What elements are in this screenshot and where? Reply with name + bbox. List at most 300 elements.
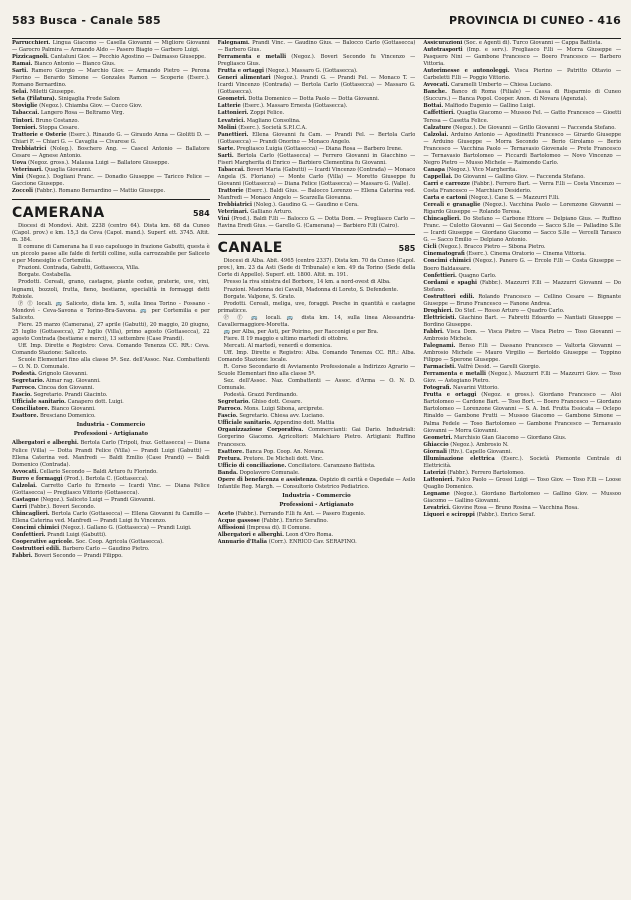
entry-category: Veterinari. xyxy=(217,209,249,216)
directory-entry xyxy=(218,399,416,406)
directory-entry xyxy=(423,512,621,519)
description-paragraph: Il comune di Camerana ha il suo capoluogo in frazione Gabutti, questa è un piccolo paese alle falde di fertili colline, sulla carrozzabile per Saliceto e per Monesiglio e Cortemilia. xyxy=(12,244,210,265)
entry-text: (Negoz.). Vacchina Paolo — Lorenzone Giovanni — Rigardo Giuseppe — Rolando Teresa. xyxy=(423,202,622,216)
entry-category: Parroco. xyxy=(217,406,243,413)
directory-entry xyxy=(12,546,210,553)
entry-text: Malfiodo Eugenio — Gallino Luigi. xyxy=(444,103,536,110)
busca-entries xyxy=(12,40,210,195)
entry-text: Benso F.lli — Dassano Francesco — Valtorta Giovanni — Ambrosio Michele — Mauro Virgilio — Bertoldo Giuseppe — Toppino Filippo — Sperone Giuseppe. xyxy=(423,343,622,364)
directory-entry xyxy=(423,103,621,110)
directory-entry xyxy=(218,518,416,525)
entry-text: Ghiso dott. Cesare. xyxy=(251,399,303,406)
entry-text: Aimar rag. Giovanni. xyxy=(46,378,101,385)
entry-category: Parrucchieri. xyxy=(12,40,51,46)
entry-category: Acque gassose xyxy=(217,518,260,524)
directory-entry xyxy=(423,315,621,329)
entry-text: (Negoz.). Cane S. — Mazzurri F.lli. xyxy=(468,195,560,202)
entry-category: Carri xyxy=(12,503,27,510)
directory-entry xyxy=(218,40,416,54)
directory-entry xyxy=(12,539,210,546)
camerana-commerce-continued xyxy=(218,40,416,230)
entry-text: Ospizio di carità e Ospedale — Asilo Infantile Reg. Margh. — Consultorio Ostetrico Pediatrico. xyxy=(217,476,416,490)
entry-category: Levatrici. xyxy=(217,117,246,124)
directory-entry xyxy=(12,61,210,68)
entry-text: Bianco Giovanni. xyxy=(51,406,96,413)
entry-category: Podestà. xyxy=(12,371,37,378)
directory-entry xyxy=(218,525,416,532)
camerana-officials xyxy=(12,371,210,420)
entry-category: Vini xyxy=(12,173,24,180)
entry-text: Do Stefano — Carbone Ettore — Delpiano Gius. — Ruffino Franc. — Culotto Giovanni — Gai Secondo — Sacco S.lle — Palladino S.lle — Icardi Giuseppe — Giordano Giacomo — Sacco S.lle — Vercelli Tarasco G. — Sacco Emilio — Delpiano Antonio. xyxy=(423,216,622,244)
entry-category: Trattorie xyxy=(217,187,244,194)
directory-entry xyxy=(12,385,210,392)
section-title-camerana xyxy=(12,205,210,222)
directory-entry xyxy=(218,406,416,413)
entry-category: Cordami e spaghi xyxy=(423,279,477,286)
directory-entry xyxy=(423,294,621,308)
entry-category: Ferramenta e metalli xyxy=(423,371,486,378)
professions-heading: Professioni - Artigianato xyxy=(73,431,148,438)
entry-category: Costruttori edili. xyxy=(423,293,475,300)
entry-text: Banca Pop. Coop. An. Novara. xyxy=(245,448,325,455)
directory-entry xyxy=(423,456,621,470)
entry-category: Banda. xyxy=(217,469,238,476)
directory-entry xyxy=(12,40,210,54)
entry-category: Parroco. xyxy=(12,385,37,392)
canale-commerce xyxy=(218,511,416,546)
description-paragraph: Borgate. Valpone, S. Grato. xyxy=(223,293,296,300)
description-paragraph: Mercati. Al martedì, venerdì e domenica. xyxy=(223,342,332,349)
entry-text: Mons. Luigi Sibona, arciprete. xyxy=(243,406,324,413)
directory-entry xyxy=(218,477,416,491)
directory-entry xyxy=(12,68,210,89)
directory-entry xyxy=(423,477,621,491)
entry-category: Caffettieri. xyxy=(423,110,455,117)
entry-category: Frutta e ortaggi xyxy=(423,392,477,399)
description-paragraph: Frazioni. Contrada, Gabutti, Gottasecca, Villa. xyxy=(18,265,140,272)
entry-category: Concimi chimici xyxy=(423,258,471,265)
entry-text: (Fabbr.). Enrico Serafino. xyxy=(261,518,329,524)
commerce-heading: Industria - Commercio xyxy=(282,492,351,499)
directory-entry xyxy=(12,497,210,504)
entry-text: (Corr.). ENRICO Cav. SERAFINO. xyxy=(268,539,357,546)
entry-text: Segretario. Prandi Giacinto. xyxy=(33,392,108,399)
entry-text: (Negoz.). Saliceto Luigi — Prandi Giovanni. xyxy=(40,496,155,503)
directory-entry xyxy=(12,378,210,385)
directory-entry xyxy=(12,110,210,117)
directory-entry xyxy=(12,469,210,476)
description-paragraph: Fiere. Il 19 maggio e ultimo martedì di ottobre. xyxy=(223,335,349,342)
directory-entry xyxy=(218,153,416,167)
entry-category: Levatrici. xyxy=(423,505,451,512)
entry-text: Carretto Carlo fu Ernesto — Icardi Vinc. — Diana Felice (Gottasecca) — Pregliasco Vittorio (Gottasecca). xyxy=(12,482,210,496)
entry-category: Esattore. xyxy=(12,413,39,420)
directory-entry xyxy=(12,118,210,125)
entry-category: Banche. xyxy=(423,89,447,96)
entry-text: (Negoz.). Dogliani Franc. — Donadio Giuseppe — Taricco Felice — Gaccione Giuseppe. xyxy=(12,173,210,187)
entry-category: Trebbiatrici xyxy=(217,202,253,209)
entry-text: Galliano Arturo. xyxy=(250,209,293,216)
entry-text: (Eserc.). Società S.P.I.C.A. xyxy=(238,124,307,131)
entry-category: Falegnami. xyxy=(423,343,456,350)
directory-entry xyxy=(423,174,621,181)
entry-category: Cappellai. xyxy=(423,173,453,180)
entry-text: Boveri Maria (Gabutti) — Icardi Vincenzo (Contrada) — Monaco Angela (S. Floriano) — Monte Carlo (Villa) — Moretto Giuseppe fu Giovanni (Gottasecca) — Diana Felice (Gottasecca) — Massaro G. (Valle). xyxy=(217,166,416,187)
entry-text: Pregliasco Luigia (Gottasecca) — Diana Rosa — Barbero Irene. xyxy=(236,145,403,152)
description-paragraph: Borgate. Costabella. xyxy=(18,272,72,279)
entry-text: Bertola Carlo (Tripoli, fraz. Gottasecca) — Diana Felice (Villa) — Dotta Prandi Felice (Villa) — Prandi Luigi (Gabutti) — Ellena Caterina ved. Manfredi — Baldi Emilio (Case Prandi) — Baldi Domenico (Contrada). xyxy=(12,440,210,468)
directory-entry xyxy=(218,202,416,209)
entry-category: Calzature xyxy=(423,124,452,131)
entry-category: Autorimesse e autonoleggi. xyxy=(423,68,510,75)
directory-entry xyxy=(218,110,416,117)
directory-entry xyxy=(423,491,621,505)
directory-entry xyxy=(12,392,210,399)
entry-text: (Eserc.). Baldi Gius. — Balocco Lorenzo — Ellena Caterina ved. Manfredi — Monaco Angelo — Scarzella Giovanna. xyxy=(217,187,416,202)
entry-text: Do Stef. — Rosso Arturo — Quadro Carlo. xyxy=(454,307,565,314)
entry-text: Giachino Bart. — Fabretti Edoardo — Nantiati Giuseppe — Bordino Giuseppe. xyxy=(423,314,621,328)
description-paragraph: Uff. Imp. Dirette e Registro: Alba. Comando Tenenza CC. RR.: Alba. Comando Stazione: locale. xyxy=(217,349,416,363)
entry-text: Lingua Giacomo — Casella Giovanni — Migliore Giovanni — Garocro Palmira — Armando Aldo — Pasero Biagio — Garbero Luigi. xyxy=(12,40,210,54)
entry-text: Falco Paolo — Grossi Luigi — Toso Giov. — Toso F.lli — Loose Quaglio Domenico. xyxy=(423,476,621,490)
entry-category: Esattore. xyxy=(217,448,244,455)
entry-text: (Prod.). Baldi F.lli — Balocco G. — Dotta Dom. — Pregliasco Carlo — Ravina Eredi Gius. — Garello G. (Camerana) — Barbiero F.lli (Cairo). xyxy=(217,216,416,230)
description-paragraph: Fiere. 25 marzo (Camerana), 27 aprile (Gabutti), 20 maggio, 20 giugno, 25 luglio (Gottasecca), 27 luglio (Villa), primo agosto (Gottasecca), 22 agosto Contrada (bestiame e merci), 13 settembre (Case Prandi). xyxy=(12,321,210,342)
directory-entry xyxy=(218,146,416,153)
description-paragraph: Podestà. Grazzi Ferdinando. xyxy=(223,392,298,399)
commerce-heading: Industria - Commercio xyxy=(76,422,146,429)
entry-text: Grignolo Giovanni. xyxy=(38,371,88,378)
entry-text: (Fabbr.). Ferrero Bart. — Verra F.lli — Costa Vincenzo — Costa Francesco — Marchiaro Desiderio. xyxy=(423,180,622,194)
directory-entry xyxy=(218,539,416,546)
entry-category: Tabaccai. xyxy=(217,166,245,173)
entry-category: Avvocati. xyxy=(12,468,38,475)
entry-text: Cincoa don Giovanni. xyxy=(38,385,95,392)
entry-category: Seta (Filatura). xyxy=(12,96,57,103)
description-paragraph: Ⓟ Ⓣ 🚌 locali. 🚌 dista km. 14, sulla linea Alessandria-Cavallermaggiore-Moretta. xyxy=(217,314,416,328)
entry-text: Giovine Rosa — Bruno Rosina — Vacchina Rosa. xyxy=(452,505,579,512)
entry-category: Torniori. xyxy=(12,124,38,131)
entry-text: Zoppi Felice. xyxy=(250,110,285,117)
directory-entry xyxy=(12,125,210,132)
professions-heading: Professioni - Artigianato xyxy=(279,501,354,508)
directory-entry xyxy=(423,329,621,343)
directory-entry xyxy=(218,420,416,427)
entry-category: Panettieri. xyxy=(217,131,249,138)
column-2 xyxy=(218,40,416,892)
entry-text: Dopolavoro Comunale. xyxy=(239,469,300,476)
entry-category: Ufficiale sanitario. xyxy=(12,399,66,406)
entry-text: Cantaluni Giov. — Pecchio Agostino — Daimasso Giuseppe. xyxy=(50,54,206,61)
entry-category: Selai. xyxy=(12,89,29,96)
description-paragraph: Ⓟ Ⓣ locali. 🚌 Saliceto, dista km. 5, sulla linea Torino - Fossano - Mondovì - Ceva-Savona e Torino-Bra-Savona. 🚌 per Cortemilia e per Saliceto. xyxy=(12,300,210,321)
entry-text: (Negoz.). Gallano G. (Gottasecca) — Prandi Luigi. xyxy=(60,525,192,532)
canale-commerce-continued xyxy=(423,40,621,519)
entry-text: Visca Pierino — Patritto Ottavio — Carbeletti F.lli — Poggio Vittorio. xyxy=(423,68,622,82)
entry-text: Langero Rosa — Beltramo Virg. xyxy=(40,110,125,117)
entry-category: Frutta e ortaggi xyxy=(217,68,265,75)
entry-category: Geometri. xyxy=(423,434,453,441)
entry-text: (Eserc.). Rinaudo G. — Giraudo Anna — Giolitti D. — Chiari F. — Chiari G. — Cavaglia — Civarese G. xyxy=(12,131,210,145)
entry-text: Conciliatore. Caranzano Battista. xyxy=(287,462,376,469)
entry-category: Carri e carrozze xyxy=(423,180,471,187)
page-header xyxy=(12,14,621,34)
section-rule xyxy=(12,199,210,200)
entry-text: Bresciano Domenico. xyxy=(39,413,96,420)
entry-text: (Negoz. e gross.). Giordano Francesco — Aloi Bartolomeo — Cardone Bart. — Toso Bort. — Boero Francesco — Giordano Bartolomeo — Lorenzone Giovanni — S. A. Ind. Frutta Essicata — Oclepo Rinaldo — Gambone Frutti — Mussoo Giacomo — Gambone Simone — Palma Fedele — Toso Bartolomeo — Gambone Francesco — Ternavasio Giovanni — Morra Giovanni. xyxy=(423,392,622,434)
entry-text: Commercianti: Gai Dario. Industriali: Gorgerino Giacomo. Agricoltori: Malchiaro Pietro. Artigiani: Ruffino Francesco. xyxy=(217,427,416,448)
entry-text: Marchisio Gian Giacomo — Giordano Gius. xyxy=(453,434,567,441)
entry-category: Fabbri. xyxy=(12,553,33,560)
entry-text: (Fabbr.). Enrico Seraf. xyxy=(476,512,535,519)
entry-text: Navarini Vittorio. xyxy=(453,385,499,392)
entry-text: Ellena Giovanni fu Cam. — Prandi Fel. — Bertola Carlo (Gottasecca) — Prandi Onorino — Monaco Angelo. xyxy=(217,131,416,145)
entry-text: Magliano Consolina. xyxy=(246,117,301,124)
entry-category: Cereali e granaglie xyxy=(423,202,481,209)
directory-entry xyxy=(12,553,210,560)
directory-entry xyxy=(218,132,416,146)
entry-category: Ramai. xyxy=(12,61,33,68)
entry-category: Liquori e sciroppi xyxy=(423,512,475,519)
entry-text: (Negoz.). De Giovanni — Grillo Giovanni — Faccenda Stefano. xyxy=(452,124,616,131)
entry-text: (Fabbr.). Boveri Secondo. xyxy=(28,503,96,510)
entry-text: Stoppa Cesare. xyxy=(38,124,79,131)
entry-text: (Fabbr.). Mazzurri F.lli — Mazzurri Giovanni — Do Stefano. xyxy=(423,279,622,293)
entry-category: Segretario. xyxy=(217,399,251,406)
entry-category: Geometri. xyxy=(217,96,247,103)
entry-text: Barbero Carlo — Gaudino Pietro. xyxy=(62,546,150,553)
entry-category: Carta e cartoni xyxy=(423,195,468,202)
directory-entry xyxy=(423,167,621,174)
entry-category: Ufficiale sanitario. xyxy=(217,420,272,427)
directory-entry xyxy=(12,132,210,146)
entry-category: Ghiaccio xyxy=(423,441,449,448)
directory-entry xyxy=(12,103,210,110)
entry-category: Pizzicagnoli. xyxy=(12,54,49,61)
entry-category: Albergatori e alberghi. xyxy=(217,532,284,539)
directory-entry xyxy=(12,371,210,378)
entry-category: Generi alimentari xyxy=(217,75,271,82)
entry-category: Annuario d'Italia xyxy=(217,539,268,546)
entry-category: Cooperative agricole. xyxy=(12,539,74,546)
entry-text: (Eserc.). Massaro Ernesta (Gottasecca). xyxy=(242,103,348,110)
entry-category: Farmacisti. xyxy=(423,364,456,371)
directory-entry xyxy=(423,132,621,167)
description-paragraph: Uff. Imp. Dirette e Registro: Ceva. Comando Tenenza CC. RR.: Ceva. Comando Stazione: Saliceto. xyxy=(12,342,210,356)
directory-entry xyxy=(423,280,621,294)
entry-category: Avvocati. xyxy=(423,82,450,89)
directory-entry xyxy=(218,125,416,132)
entry-text: (Imp. e serv.). Pregliasco F.lli — Morra Giuseppe — Pasquero Nini — Gambone Francesco — Boero Francesco — Barbero Vittoria. xyxy=(423,47,622,68)
column-1 xyxy=(12,40,210,892)
entry-text: (Prod.). Bertola C. (Gottasecca). xyxy=(64,475,149,482)
entry-category: Costruttori edili. xyxy=(12,546,61,553)
directory-entry xyxy=(12,146,210,160)
entry-text: (Negoz.). Chiamba Giov. — Cucco Giov. xyxy=(39,103,143,110)
entry-category: Sarte. xyxy=(217,145,236,152)
entry-text: Ramero Giorgio — Marchio Giov. — Armando Pietro — Perona Pierino — Berardo Simone — Gonzales Ramon — Scoperie (Eserc.). Romano Bernardino. xyxy=(12,68,210,89)
entry-text: (Noleg.). Boschero Ang. — Cascel Antonio — Ballatore Cesare — Agnese Antonio. xyxy=(12,145,210,159)
directory-entry xyxy=(218,216,416,230)
entry-text: (Eserc.). Cinema Oratorio — Cinema Vittoria. xyxy=(466,251,586,258)
entry-text: (Soc. e Agenti di). Turco Giovanni — Cappa Battista. xyxy=(463,40,603,46)
entry-text: Bruno Costanzo. xyxy=(35,117,80,124)
entry-category: Veterinari. xyxy=(12,166,43,173)
entry-text: Arduino Antonio — Agostinetti Francesco — Girardo Giuseppe — Arduino Giuseppe — Morra Secondo — Berio Girolamo — Berio Francesco — Vacchina Paolo — Ternavasio Giovenale — Prete Francesco — Ternavasio Bartolomeo — Ficcardi Bartolomeo — Novo Vincenzo — Negro Pietro — Musso Michele — Raimondo Carlo. xyxy=(423,131,622,166)
directory-entry xyxy=(218,54,416,68)
entry-category: Opere di beneficenza e assistenza. xyxy=(217,476,318,483)
directory-entry xyxy=(423,343,621,364)
directory-entry xyxy=(423,216,621,244)
entry-text: (Negoz.). Ambrosio N. xyxy=(450,441,509,448)
entry-text: (Negoz.). Prandi G. — Prandi Fel. — Monaco T. — Icardi Vincenzo (Contrada) — Bertola Carlo (Gottasecca) — Massaro G. (Gottasecca). xyxy=(217,75,416,96)
entry-text: (Fabbr.). Ferrando F.lli fu Ant. — Pasero Eugenio. xyxy=(235,510,366,517)
directory-entry xyxy=(218,188,416,202)
section-number: 584 xyxy=(192,209,210,219)
header-left: 583 Busca - Canale 585 xyxy=(12,14,161,27)
description-paragraph: Diocesi di Alba. Abit. 4965 (centro 2337). Dista km. 70 da Cuneo (Capol. prov.), km. 23 da Asti (Sede di Tribunale) e km. 49 da Torino (Sede della Corte di Appello). Superf. ett. 1800. Altit. m. 191. xyxy=(217,258,416,279)
entry-category: Fascio. xyxy=(217,413,238,420)
directory-entry xyxy=(218,456,416,463)
description-paragraph: R. Corso Secondario di Avviamento Professionale a Indirizzo Agrario — Scuole Elementari fino alla classe 5ª. xyxy=(217,364,416,378)
entry-category: Affissioni xyxy=(217,525,245,532)
entry-text: (Negoz.). Panero G. — Ercole F.lli — Costa Giuseppe — Boero Baldassare. xyxy=(423,258,622,272)
directory-entry xyxy=(12,174,210,188)
section-title-canale xyxy=(217,240,416,257)
entry-category: Chincaglieri. xyxy=(12,510,50,517)
directory-entry xyxy=(218,470,416,477)
directory-entry xyxy=(218,118,416,125)
entry-category: Concimi chimici xyxy=(12,525,60,532)
camerana-commerce xyxy=(12,440,210,560)
description-paragraph: Prodotti. Cereali, meliga, uve, foraggi. Pesche in quantità e castagne primaticce. xyxy=(217,300,416,314)
entry-text: (Negoz.). Bracco Pietro — Sibona Pietro. xyxy=(438,244,546,251)
entry-text: Quaglia Giovanni. xyxy=(44,166,92,173)
entry-text: Boveri Secondo — Prandi Filippo. xyxy=(34,553,123,560)
entry-text: Dotta Domenico — Dotta Paolo — Dotta Giovanni. xyxy=(248,96,380,103)
entry-category: Assicurazioni xyxy=(423,40,463,46)
entry-text: (Fabbr.). Ferrero Bartolomeo. xyxy=(447,469,525,476)
entry-category: Calzolai. xyxy=(12,482,37,489)
description-paragraph: Presso la riva sinistra del Borbore, 14 km. a nord-ovest di Alba. xyxy=(223,279,391,286)
entry-category: Bottai. xyxy=(423,103,444,110)
entry-text: (Riv.). Capello Giovanni. xyxy=(448,448,513,455)
entry-text: Do Giovanni — Gallino Giov. — Faccenda Stefano. xyxy=(454,173,585,180)
entry-category: Tintori. xyxy=(12,117,34,124)
camerana-description xyxy=(12,223,210,371)
entry-text: Appendino dott. Mattia xyxy=(273,420,335,427)
directory-entry xyxy=(218,511,416,518)
entry-category: Cicli xyxy=(423,244,437,251)
entry-text: Miletti Giuseppe. xyxy=(29,89,76,96)
entry-category: Droghieri. xyxy=(423,307,454,314)
entry-category: Fascio. xyxy=(12,392,32,399)
entry-category: Legname xyxy=(423,491,450,497)
description-paragraph: Scuole Elementari fino alla classe 5ª. Sez. dell'Assoc. Naz. Combattenti — O. N. D. Comunale. xyxy=(12,356,210,371)
entry-category: Conciliatore. xyxy=(12,406,50,413)
entry-category: Trebbiatrici xyxy=(12,145,47,152)
entry-category: Fotografi. xyxy=(423,385,452,392)
entry-text: Leon d'Oro Roma. xyxy=(285,532,334,539)
description-paragraph: Diocesi di Mondovì. Abit. 2238 (centro 64). Dista km. 68 da Cuneo (Capol. prov.) e km. 15,3 da Ceva (Capol. mand.). Superf. ett. 3745. Altit. m. 384. xyxy=(12,223,210,244)
entry-category: Canapa xyxy=(423,166,445,173)
directory-entry xyxy=(12,54,210,61)
entry-category: Castagne xyxy=(12,496,39,503)
entry-text: Bertola Carlo (Gottasecca) — Ferrero Giovanni in Giacchino — Fiseri Margherita di Enrico — Barbiero Clementina fu Giovanni. xyxy=(217,152,416,166)
entry-text: (Impresa di). Il Comune. xyxy=(246,525,311,532)
header-rule xyxy=(12,38,621,39)
entry-text: (Noleg.). Gaudino G. — Gaudino e Cera. xyxy=(253,202,359,209)
directory-entry xyxy=(423,449,621,456)
entry-text: Sinigaglia Frede Salom xyxy=(58,96,120,103)
directory-entry xyxy=(12,167,210,174)
header-right: PROVINCIA DI CUNEO - 416 xyxy=(448,14,621,27)
directory-entry xyxy=(218,75,416,96)
directory-entry xyxy=(12,476,210,483)
directory-entry xyxy=(423,89,621,103)
entry-category: Sarti. xyxy=(217,152,234,159)
entry-text: Canapero dott. Luigi. xyxy=(67,399,124,406)
entry-category: Falegnami. xyxy=(217,40,250,46)
entry-category: Zoccoli xyxy=(12,187,33,194)
entry-category: Uova xyxy=(12,159,27,166)
directory-entry xyxy=(12,406,210,413)
columns xyxy=(12,40,621,892)
entry-category: Organizzazione Corporativa. xyxy=(217,427,304,434)
description-paragraph: Sez. dell'Assoc. Naz. Combattenti — Assoc. d'Arma — O. N. D. Comunale. xyxy=(217,378,416,392)
directory-entry xyxy=(423,125,621,132)
entry-text: (Negoz.). Giordano Bartolomeo — Gallino Giov. — Mussoo Giacomo — Gallino Giovanni. xyxy=(423,491,622,505)
entry-text: Caramelli Umberto — Chiesa Luciano. xyxy=(451,82,553,89)
directory-entry xyxy=(423,392,621,434)
entry-text: Visca Dom. — Visca Pietro — Visca Pietro — Toso Giovanni — Ambrosio Michele. xyxy=(423,328,622,342)
entry-text: Bianco Antonio — Bianco Gius. xyxy=(34,61,116,68)
directory-entry xyxy=(423,442,621,449)
entry-category: Trattorie e Osterie xyxy=(12,131,67,138)
directory-entry xyxy=(423,435,621,442)
directory-entry xyxy=(218,463,416,470)
entry-text: (Negoz.). Mazzurri F.lli — Mazzurri Giov. — Toso Giov. — Astegiano Pietro. xyxy=(423,371,622,385)
directory-entry xyxy=(423,68,621,82)
entry-category: Tabaccai. xyxy=(12,110,40,117)
entry-category: Sarti. xyxy=(12,68,29,75)
entry-category: Latterie xyxy=(217,103,241,110)
directory-entry xyxy=(12,483,210,497)
entry-category: Confettieri. xyxy=(423,272,457,279)
description-paragraph: Prodotti. Cereali, grano, castagne, piante cedue, praterie, uve, vini, legnami, bozzoli, frutta, fieno, bestiame, specialità in formaggi detti Robiole. xyxy=(12,279,210,300)
description-paragraph: Frazioni. Madonna dei Cavalli, Madonna di Loreto, S. Defendente. xyxy=(223,286,399,293)
entry-category: Molini xyxy=(217,124,237,131)
directory-entry xyxy=(218,449,416,456)
entry-category: Stoviglie xyxy=(12,103,38,110)
section-rule xyxy=(218,234,416,235)
entry-text: (Eserc.). Società Piemonte Centrale di Elettricità. xyxy=(423,455,622,469)
entry-category: Burro e formaggi xyxy=(12,475,63,482)
directory-entry xyxy=(12,399,210,406)
entry-text: (Negoz.). Boveri Secondo fu Vincenzo — Pregliasco Gius. xyxy=(217,54,416,68)
directory-entry xyxy=(218,167,416,188)
entry-category: Aceto xyxy=(217,510,235,517)
directory-entry xyxy=(12,504,210,511)
entry-text: (Negoz. gross.). Malausa Luigi — Ballatore Giuseppe. xyxy=(28,159,170,166)
directory-entry xyxy=(12,511,210,525)
entry-category: Ufficio di conciliazione. xyxy=(217,462,287,469)
entry-text: Prandi Vinc. — Gaudino Gius. — Balocco Carlo (Gottasecca) — Barbero Gius. xyxy=(217,40,416,54)
directory-entry xyxy=(12,440,210,468)
section-name: CANALE xyxy=(217,240,283,257)
entry-category: Segretario. xyxy=(12,378,45,385)
entry-text: Quaglia Giacomo — Mussoo Fel. — Gatto Francesco — Gioetti Teresa — Casetta Felice. xyxy=(423,110,621,124)
